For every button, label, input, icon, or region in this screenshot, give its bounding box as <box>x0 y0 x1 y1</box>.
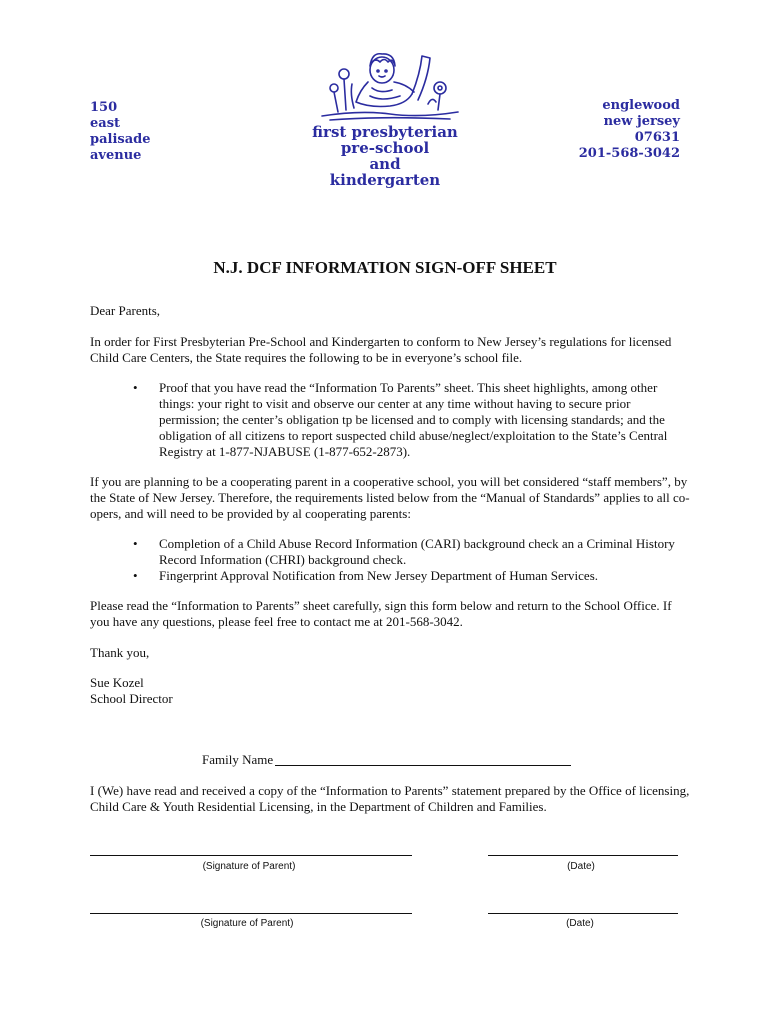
closing: Thank you, <box>90 645 150 660</box>
zip-line: 07631 <box>634 130 680 145</box>
list-item: • Completion of a Child Abuse Record Information (CARI) background check an a Criminal History Record Information (CHRI) background check. <box>133 536 693 568</box>
school-name-line: pre-school <box>340 139 430 157</box>
address-left <box>90 100 151 164</box>
address-right <box>579 98 680 162</box>
school-name <box>285 124 485 188</box>
school-name-line: kindergarten <box>329 171 441 189</box>
cooperating-parent-paragraph: If you are planning to be a cooperating parent in a cooperative school, you will bet considered “staff members”, by the State of New Jersey. Therefore, the requirements listed below from the “Manual of Standards” applies to all co-opers, and will need to be provided by al cooperating parents: <box>90 474 690 521</box>
date-field[interactable] <box>488 913 678 914</box>
parent-signature-field[interactable] <box>90 913 412 914</box>
signature-caption: (Signature of Parent) <box>200 918 294 929</box>
state-line: new jersey <box>603 114 680 129</box>
signer-name: Sue Kozel <box>90 675 144 690</box>
background-check-list <box>133 536 693 584</box>
date-field[interactable] <box>488 855 678 856</box>
document-title: N.J. DCF INFORMATION SIGN-OFF SHEET <box>213 258 557 277</box>
school-name-line: first presbyterian <box>312 123 458 141</box>
instructions-paragraph: Please read the “Information to Parents” sheet carefully, sign this form below and return to the School Office. If you have any questions, please feel free to contact me at 201-568-3042. <box>90 598 672 629</box>
date-caption: (Date) <box>566 918 594 929</box>
phone-line: 201-568-3042 <box>578 146 680 161</box>
family-name-label: Family Name <box>202 752 274 767</box>
address-line: avenue <box>90 148 142 163</box>
list-item: • Proof that you have read the “Information To Parents” sheet. This sheet highlights, among other things: your right to visit and observe our center at any time without having to secure prior permission; the center’s obligation tp be licensed and to comply with licensing standards; and the obligation of all citizens to report suspected child abuse/neglect/exploitation to the State’s Central Registry at 1-877-NJABUSE (1-877-652-2873). <box>133 380 693 460</box>
date-caption: (Date) <box>567 861 595 872</box>
address-line: east <box>90 116 121 131</box>
city-line: englewood <box>602 98 680 113</box>
intro-paragraph: In order for First Presbyterian Pre-School and Kindergarten to conform to New Jersey’s regulations for licensed Child Care Centers, the State requires the following to be in everyone’s school file. <box>90 334 672 365</box>
acknowledgement-paragraph: I (We) have read and received a copy of the “Information to Parents” statement prepared by the Office of licensing, Child Care & Youth Residential Licensing, in the Department of Children and Families. <box>90 783 690 814</box>
address-line: palisade <box>90 132 151 147</box>
address-line: 150 <box>90 100 118 115</box>
greeting: Dear Parents, <box>90 303 161 318</box>
child-with-flowers-logo-icon <box>320 44 460 124</box>
list-item: • Fingerprint Approval Notification from New Jersey Department of Human Services. <box>133 568 693 584</box>
requirements-list <box>133 380 693 460</box>
signer-title: School Director <box>90 691 173 706</box>
school-name-line: and <box>369 155 401 173</box>
signature-caption: (Signature of Parent) <box>202 861 296 872</box>
family-name-field[interactable] <box>275 765 571 766</box>
parent-signature-field[interactable] <box>90 855 412 856</box>
